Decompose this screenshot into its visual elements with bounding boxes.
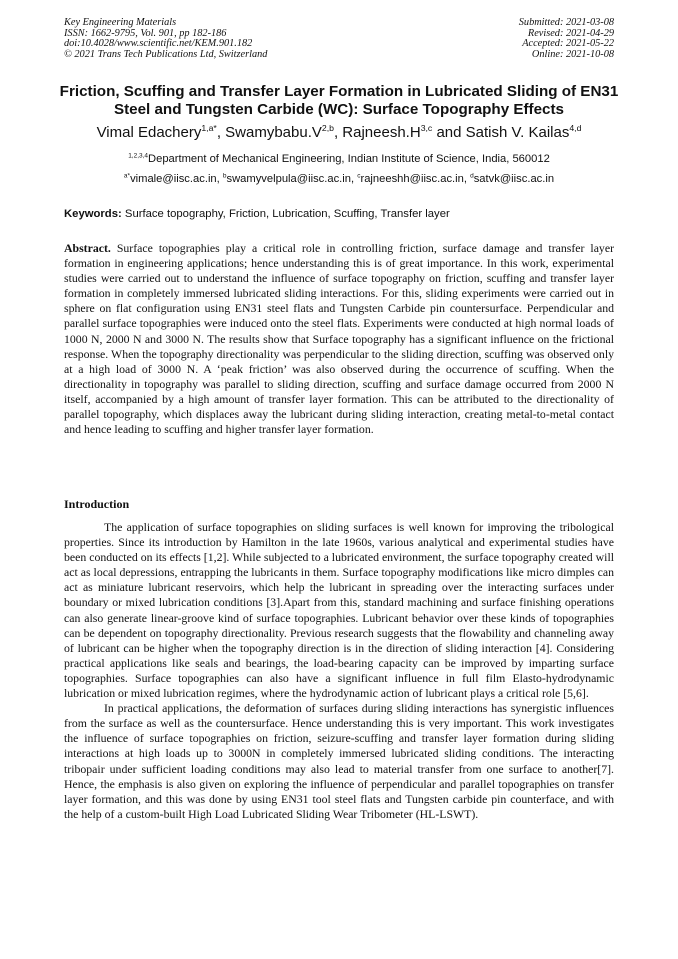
author-name: Swamybabu.V bbox=[225, 124, 322, 141]
email-list bbox=[20, 172, 658, 186]
affiliation bbox=[20, 152, 658, 166]
author-separator: and bbox=[432, 124, 466, 141]
keywords-text: Surface topography, Friction, Lubrication, Scuffing, Transfer layer bbox=[124, 208, 450, 220]
journal-name: Key Engineering Materials bbox=[64, 17, 177, 28]
affiliation-superscript: 1,2,3,4 bbox=[128, 152, 149, 160]
email-address[interactable]: rajneeshh@iisc.ac.in bbox=[360, 173, 464, 185]
paragraph: The application of surface topographies on sliding surfaces is well known for improving the tribological properties. Since its introduction by Hamilton in the late 1960s, various analytical and experimental studies have been conducted on its effects [1,2]. While subjected to a lubricated environment, the surface topography created will act as local depressions, entrapping the lubricants in them. Surface topography modifications like micro dimples can act as miniature lubricant reservoirs, which help the lubricant in spreading over the interacting surfaces under boundary or mixed lubrication conditions [3].Apart from this, standard machining and surface finishing operations can also generate linear-groove kind of surface topographies. Lubricant behavior over these kinds of topographies can be dependent on topography directionality. Previous research suggests that the flowability and channeling away of lubricant can be higher when the topography direction is in the direction of sliding interaction [4]. Considering practical applications like seals and bearings, the load-bearing capacity can be improved by imparting surface topographies. Surface topographies can also have a significant influence in full film Elasto-hydrodynamic lubrication or mixed lubrication regimes, where the hydrodynamic action of lubricant plays a critical role [5,6]. bbox=[64, 520, 614, 701]
email-superscript: b bbox=[222, 172, 227, 180]
submitted-date: Submitted: 2021-03-08 bbox=[518, 17, 614, 28]
issn-line: ISSN: 1662-9795, Vol. 901, pp 182-186 bbox=[64, 27, 227, 39]
keywords bbox=[64, 207, 450, 221]
paper-title: Friction, Scuffing and Transfer Layer Formation in Lubricated Sliding of EN31 Steel and Tungsten Carbide (WC): Surface Topography Effects bbox=[59, 83, 619, 118]
online-date: Online: 2021-10-08 bbox=[531, 48, 614, 60]
abstract bbox=[64, 241, 614, 437]
email-address[interactable]: satvk@iisc.ac.in bbox=[473, 173, 555, 185]
paragraph: In practical applications, the deformation of surfaces during sliding interactions has synergistic influences from the surface as well as the countersurface. Hence understanding this is very important. This work investigates the influence of surface topographies on friction, seizure-scuffing and transfer layer formation during sliding interactions at high loads up to 3000N in completely immersed lubricated sliding conditions. The interacting tribopair under sufficient loading conditions may also lead to material transfer from one surface to another[7]. Hence, the emphasis is also given on exploring the influence of perpendicular and parallel topographies on transfer layer formation, and this was done by using EN31 tool steel flats and Tungsten carbide pin counterface, and with the help of a custom-built High Load Lubricated Sliding Wear Tribometer (HL-LSWT). bbox=[64, 701, 614, 821]
email-superscript: d bbox=[470, 172, 474, 180]
email-superscript: a* bbox=[123, 172, 131, 180]
author-superscript: 1,a* bbox=[201, 123, 217, 133]
email-separator: , bbox=[463, 173, 471, 185]
dates-header bbox=[519, 18, 614, 60]
copyright-line: © 2021 Trans Tech Publications Ltd, Switzerland bbox=[64, 48, 268, 60]
email-superscript: c bbox=[357, 172, 361, 180]
introduction-heading: Introduction bbox=[64, 497, 130, 511]
email-address[interactable]: vimale@iisc.ac.in bbox=[130, 173, 217, 185]
abstract-label: Abstract. bbox=[64, 241, 111, 255]
introduction-body bbox=[64, 520, 614, 822]
author-superscript: 2,b bbox=[321, 123, 334, 133]
doi-line: doi:10.4028/www.scientific.net/KEM.901.182 bbox=[64, 38, 253, 50]
email-separator: , bbox=[216, 173, 223, 185]
email-separator: , bbox=[351, 173, 358, 185]
author-superscript: 4,d bbox=[569, 123, 582, 133]
author-list bbox=[20, 124, 658, 142]
keywords-label: Keywords: bbox=[64, 208, 122, 220]
author-separator: , bbox=[333, 124, 343, 141]
author-name: Rajneesh.H bbox=[342, 124, 421, 141]
abstract-text: Surface topographies play a critical role in controlling friction, surface damage and transfer layer formation in engineering applications; hence understanding this is of great importance. In this work, experimental studies were carried out to understand the influence of surface topography on friction, scuffing and transfer layer formation in completely immersed lubricated sliding interactions. For this, sliding experiments were carried out in sphere on flat configuration using EN31 steel flats and Tungsten Carbide pin countersurface. Perpendicular and parallel surface topographies were induced onto the steel flats. Experiments were conducted at high normal loads of 1000 N, 2000 N and 3000 N. The results show that Surface topography has a significant influence on the frictional response. When the topography directionality was perpendicular to the sliding direction, scuffing was observed only at a high load of 3000 N. A ‘peak friction’ was also observed during the occurrence of scuffing. When the directionality in topography was parallel to sliding direction, scuffing and surface damage occurred from 2000 N itself, accompanied by a high amount of transfer layer formation. This can be attributed to the directionality of parallel topography, which displaces away the lubricant during sliding interaction, creating metal-to-metal contact and hence leading to scuffing and higher transfer layer formation. bbox=[64, 241, 614, 437]
accepted-date: Accepted: 2021-05-22 bbox=[522, 38, 614, 50]
author-name: Satish V. Kailas bbox=[465, 124, 570, 141]
author-name: Vimal Edachery bbox=[96, 124, 202, 141]
author-superscript: 3,c bbox=[420, 123, 433, 133]
journal-header bbox=[64, 18, 267, 60]
author-separator: , bbox=[216, 124, 226, 141]
affiliation-text: Department of Mechanical Engineering, Indian Institute of Science, India, 560012 bbox=[148, 153, 550, 165]
revised-date: Revised: 2021-04-29 bbox=[527, 27, 614, 39]
email-address[interactable]: swamyvelpula@iisc.ac.in bbox=[226, 173, 351, 185]
